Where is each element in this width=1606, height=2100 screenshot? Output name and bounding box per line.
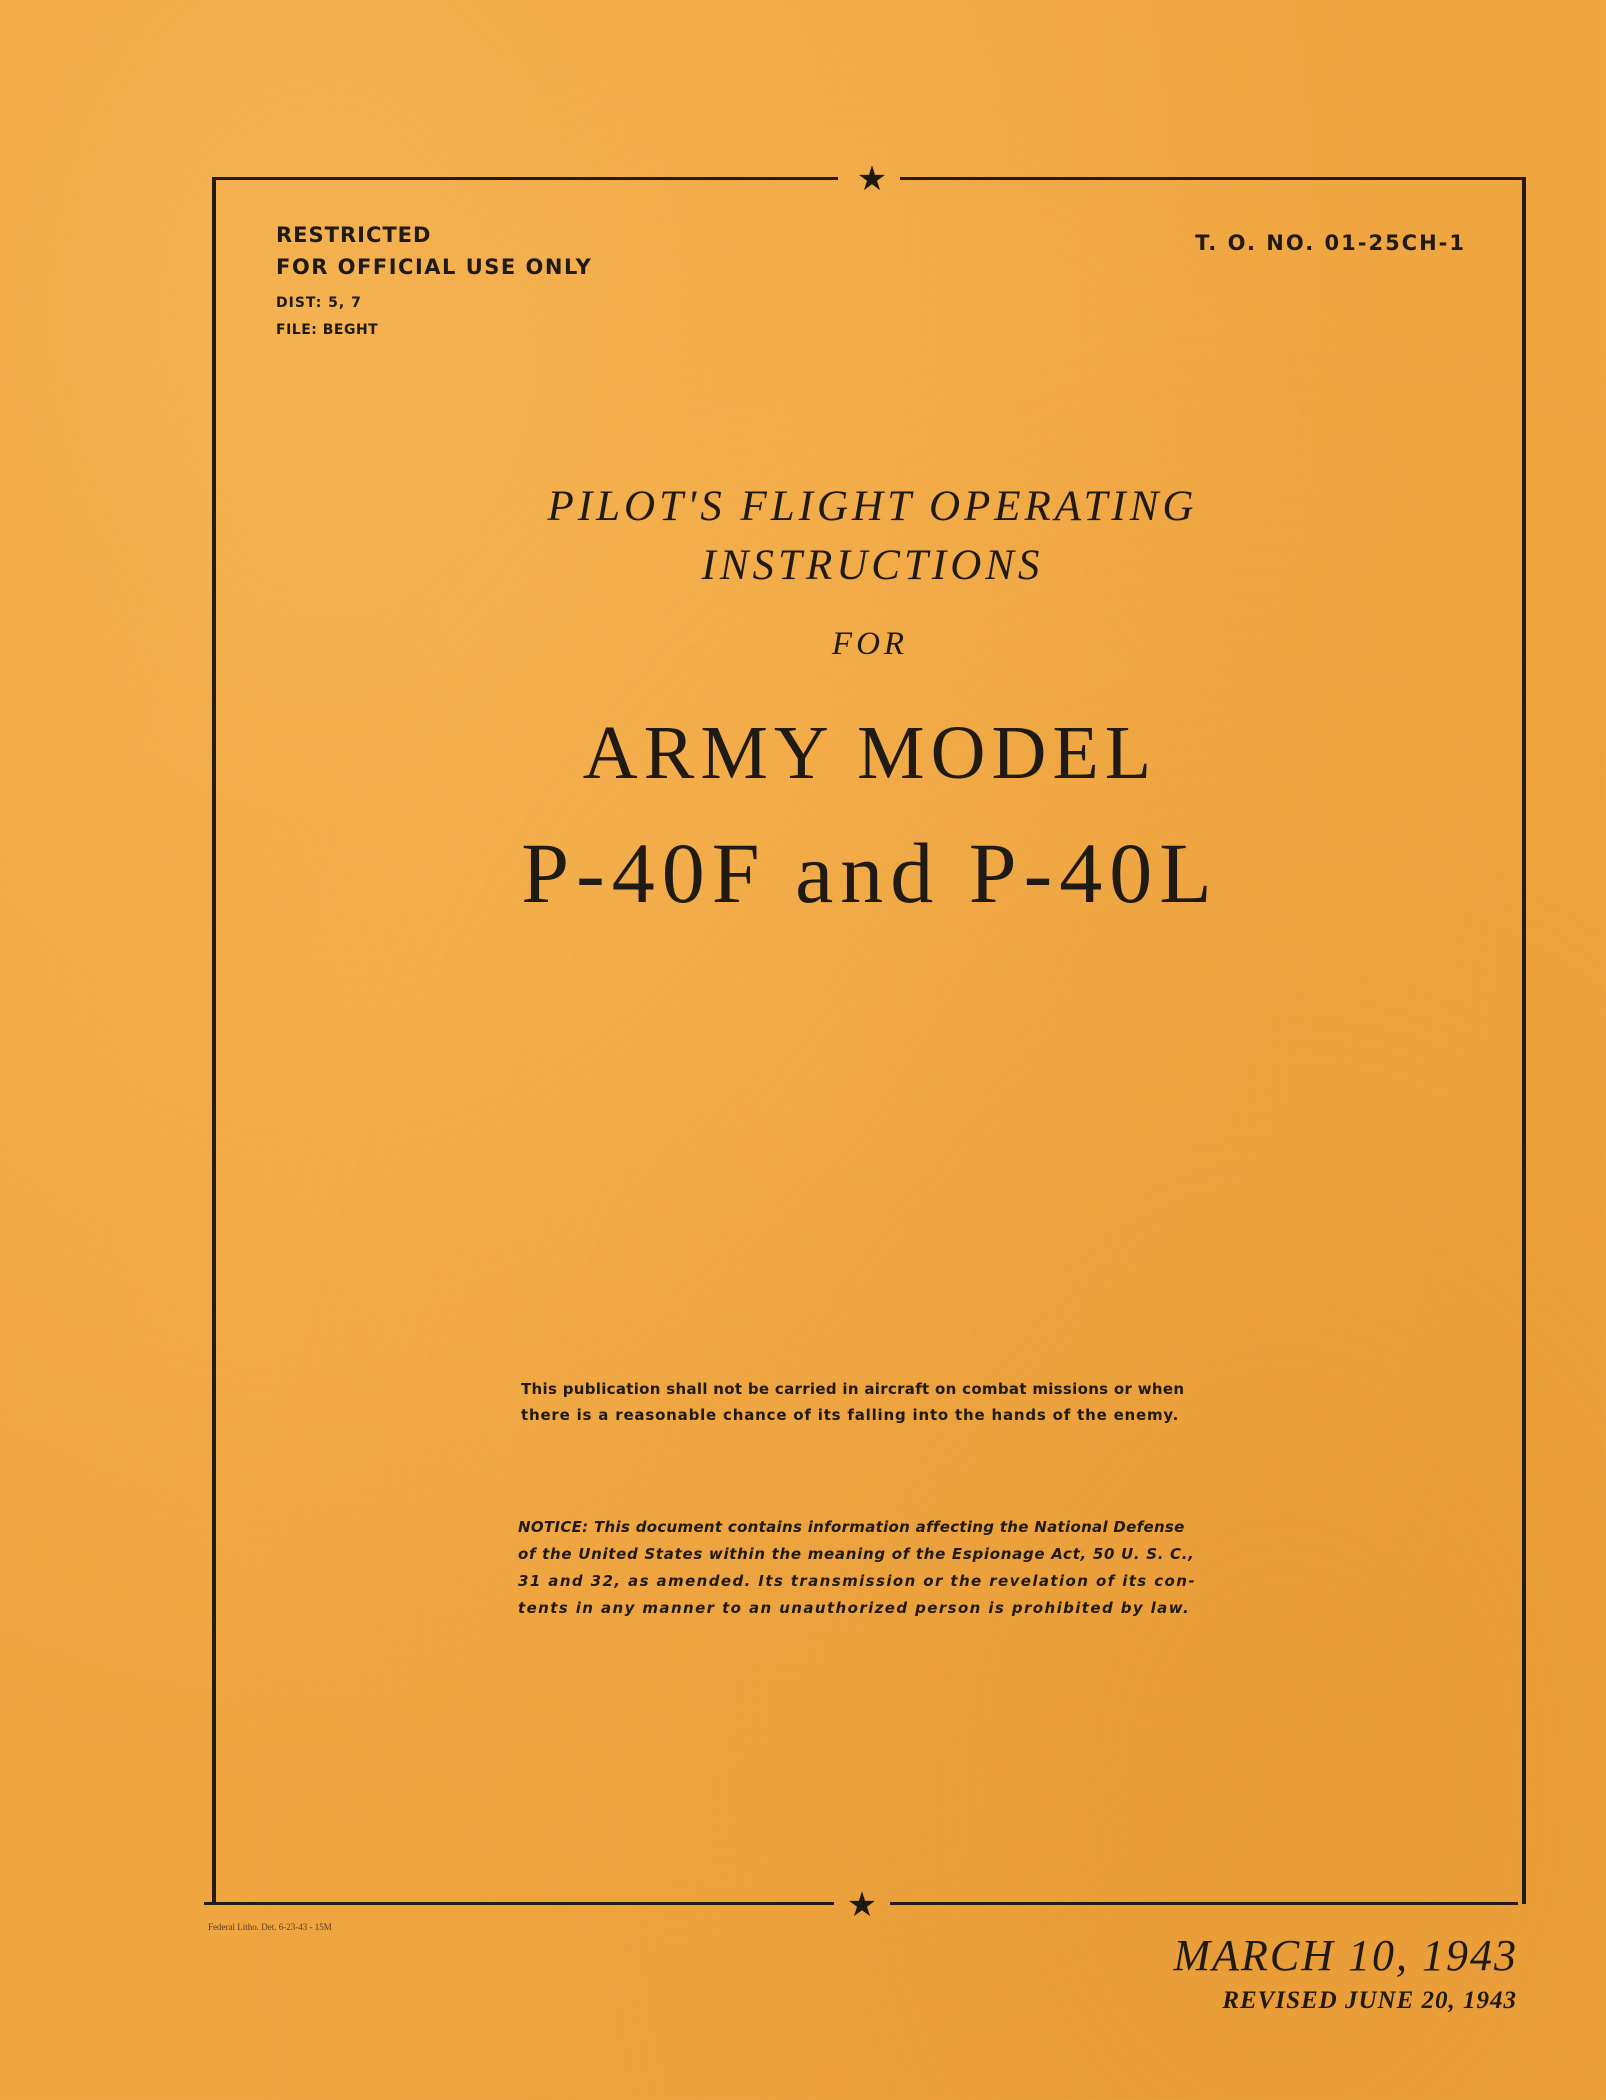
frame-bottom-left	[204, 1902, 834, 1905]
revised-date: REVISED JUNE 20, 1943	[1222, 1987, 1517, 2014]
title-for: FOR	[831, 626, 909, 662]
notice-line-4: tents in any manner to an unauthorized person is prohibited by law.	[518, 1599, 1191, 1617]
star-icon: ★	[846, 1885, 878, 1925]
file-label: FILE: BEGHT	[276, 322, 379, 338]
frame-right	[1522, 177, 1526, 1904]
to-number: T. O. NO. 01-25CH-1	[1195, 231, 1466, 255]
printer-imprint: Federal Litho. Det. 6-23-43 - 15M	[208, 1922, 332, 1932]
frame-top-right	[900, 177, 1526, 180]
models-heading: P-40F and P-40L	[521, 825, 1219, 921]
warning-line-2: there is a reasonable chance of its falling into the hands of the enemy.	[521, 1406, 1180, 1424]
frame-top-left	[214, 177, 838, 180]
frame-bottom-right	[890, 1902, 1518, 1905]
title-line-1: PILOT'S FLIGHT OPERATING	[547, 483, 1198, 530]
dist-label: DIST: 5, 7	[276, 295, 362, 311]
notice-line-2: of the United States within the meaning of the Espionage Act, 50 U. S. C.,	[518, 1545, 1195, 1563]
official-use-label: FOR OFFICIAL USE ONLY	[276, 255, 593, 279]
army-model-heading: ARMY MODEL	[582, 711, 1158, 795]
restricted-label: RESTRICTED	[276, 223, 432, 247]
notice-line-3: 31 and 32, as amended. Its transmission or the revelation of its con-	[518, 1572, 1196, 1590]
frame-left	[212, 177, 216, 1904]
title-line-2: INSTRUCTIONS	[701, 542, 1044, 589]
notice-line-1: NOTICE: This document contains information affecting the National Defense	[518, 1518, 1185, 1536]
star-icon: ★	[856, 159, 888, 199]
publication-date: MARCH 10, 1943	[1173, 1931, 1518, 1980]
warning-line-1: This publication shall not be carried in aircraft on combat missions or when	[521, 1380, 1185, 1398]
